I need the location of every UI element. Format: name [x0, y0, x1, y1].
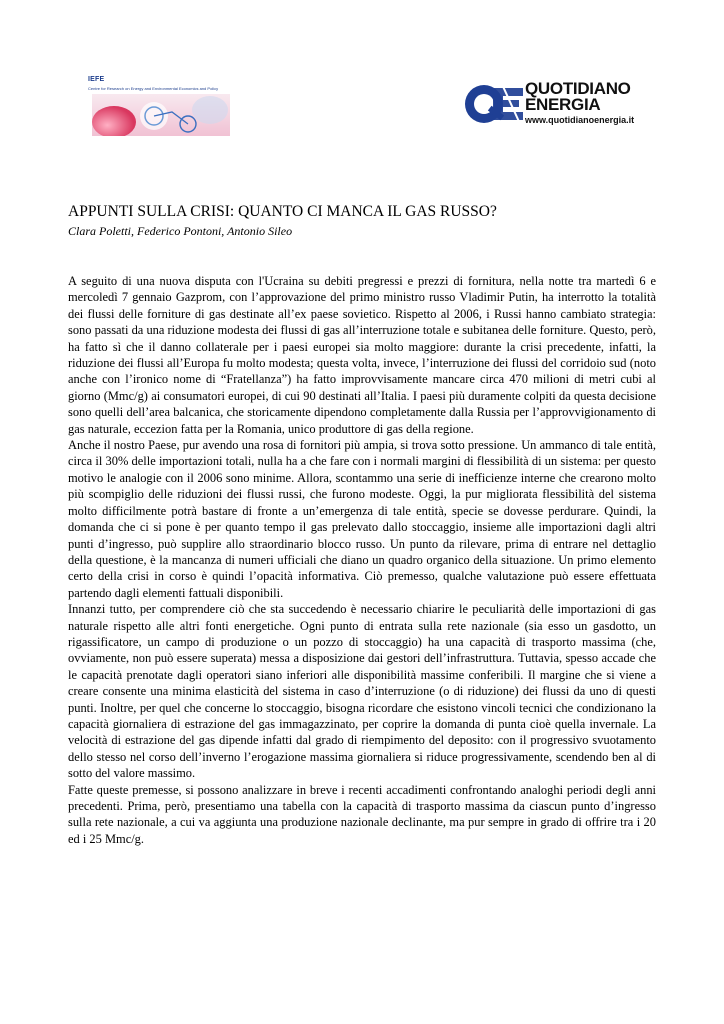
article-body	[68, 273, 656, 847]
article-authors: Clara Poletti, Federico Pontoni, Antonio Sileo	[68, 224, 293, 238]
article-paragraph: Innanzi tutto, per comprendere ciò che sta succedendo è necessario chiarire le peculiarità delle importazioni di gas naturale rispetto alle altri fonti energetiche. Ogni punto di entrata sulla rete nazionale (sia esso un gasdotto, un rigassificatore, un campo di produzione o un pozzo di stoccaggio) ha una capacità di trasporto massima (che, ovviamente, non può essere superata) messa a disposizione dai gestori dell’infrastruttura. Tuttavia, spesso accade che le capacità prenotate dagli operatori siano inferiori alle disponibilità massime conferibili. Il margine che si viene a creare consente una minima elasticità del sistema in caso d’interruzione (o di riduzione) dei flussi da uno di questi punti. Inoltre, per quel che concerne lo stoccaggio, bisogna ricordare che esistono vincoli tecnici che condizionano la capacità giornaliera di estrazione del gas immagazzinato, per coprire la domanda di punta cioè quella invernale. La velocità di estrazione del gas dipende infatti dal grado di riempimento del deposito: con il progressivo svuotamento dello stesso nel corso dell’inverno l’erogazione massima giornaliera si riduce progressivamente, scendendo ben al di sotto del valore massimo.	[68, 602, 656, 781]
article-title: APPUNTI SULLA CRISI: QUANTO CI MANCA IL GAS RUSSO?	[68, 203, 497, 220]
iefe-subtitle: Centre for Research on Energy and Environmental Economics and Policy	[88, 86, 219, 91]
quotidiano-energia-logo	[463, 80, 663, 136]
article-paragraph: Anche il nostro Paese, pur avendo una rosa di fornitori più ampia, si trova sotto pressione. Un ammanco di tale entità, circa il 30% delle importazioni totali, nulla ha a che fare con i normali margini di flessibilità di un sistema: per questo motivo le analogie con il 2006 sono minime. Allora, scontammo una serie di inefficienze interne che crearono molto più scompiglio delle riduzioni dei flussi russi, che furono modeste. Oggi, la pur migliorata flessibilità del sistema molto difficilmente potrà bastare di fronte a un’emergenza di tale entità, specie se dovesse perdurare. Quindi, la domanda che ci si pone è per quanto tempo il gas prelevato dallo stoccaggio, insieme alle importazioni dagli altri punti d’ingresso, può supplire allo straordinario blocco russo. Un punto da rilevare, prima di entrare nel dettaglio della questione, è la mancanza di numeri ufficiali che diano un quadro organico della situazione. Un primo elemento certo della crisi in corso è quindi l’opacità informativa. Ciò premesso, qualche valutazione può essere effettuata partendo dagli elementi fattuali disponibili.	[68, 438, 656, 600]
article-paragraph: A seguito di una nuova disputa con l'Ucraina su debiti pregressi e prezzi di fornitura, nella notte tra martedì 6 e mercoledì 7 gennaio Gazprom, con l’approvazione del primo ministro russo Vladimir Putin, ha interrotto la totalità dei flussi delle forniture di gas destinate all’ex paese sovietico. Rispetto al 2006, i Russi hanno cambiato strategia: sono passati da una riduzione modesta dei flussi di gas all’interruzione totale e subitanea delle forniture. Questo, però, ha fatto sì che il danno collaterale per i paesi europei sia molto maggiore: durante la crisi precedente, infatti, la riduzione dei flussi all’Europa fu molto modesta; questa volta, invece, l’interruzione dei flussi del corridoio sud (noto anche con l’ironico nome di “Fratellanza”) ha fatto improvvisamente mancare circa 470 milioni di metri cubi al giorno (Mmc/g) ai consumatori europei, di cui 90 destinati all’Italia. I paesi più duramente colpiti da questa decisione sono quelli dell’area balcanica, che storicamente dipendono completamente dalla Russia per l’approvvigionamento di gas naturale, eccezion fatta per la Romania, unico produttore di gas della regione.	[68, 274, 656, 436]
qe-monogram-icon	[463, 80, 525, 128]
article-paragraph: Fatte queste premesse, si possono analizzare in breve i recenti accadimenti confrontando analoghi periodi degli anni precedenti. Prima, però, presentiamo una tabella con la capacità di trasporto massima da ciascun punto d’ingresso sulla rete nazionale, a cui va aggiunta una produzione nazionale declinante, ma pur sempre in grado di offrire tra i 20 ed i 25 Mmc/g.	[68, 782, 656, 846]
qe-logo-line2: ENERGIA	[525, 95, 601, 114]
iefe-logo	[88, 76, 234, 136]
qe-logo-line1: QUOTIDIANO	[525, 79, 631, 98]
iefe-name: IEFE	[88, 76, 105, 83]
qe-logo-url: www.quotidianoenergia.it	[525, 115, 635, 125]
